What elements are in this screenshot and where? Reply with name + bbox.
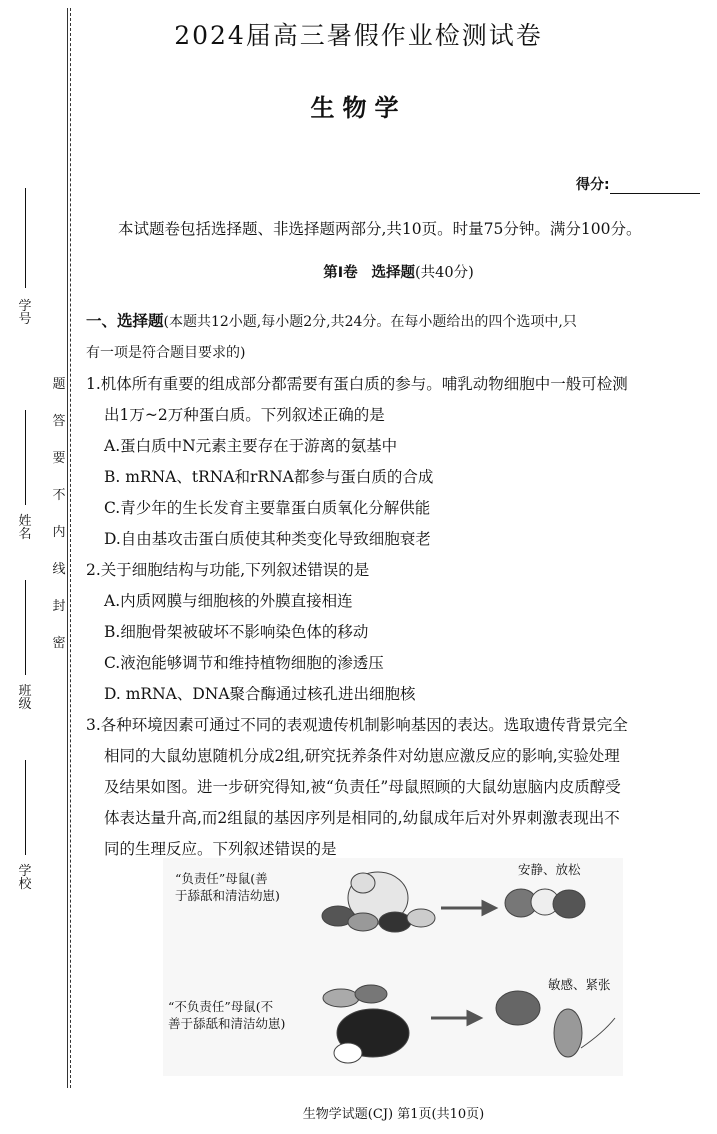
class-field: 班级: [14, 580, 36, 711]
question-1: 1.机体所有重要的组成部分都需要有蛋白质的参与。哺乳动物细胞中一般可检测 出1万~2万种蛋白质。下列叙述正确的是 A.蛋白质中N元素主要存在于游离的氨基中 B. mRNA、tRNA和rRNA都参与蛋白质的合成 C.青少年的生长发育主要靠蛋白质氧化分解供能 D.自由基攻击蛋白质使其种类变化导致细胞衰老: [86, 369, 706, 555]
option-d: D.自由基攻击蛋白质使其种类变化导致细胞衰老: [104, 530, 431, 548]
score-blank: [610, 179, 700, 194]
exam-intro: 本试题卷包括选择题、非选择题两部分,共10页。时量75分钟。满分100分。: [118, 220, 642, 238]
calm-rats-image: [505, 889, 585, 918]
part-heading: 第Ⅰ卷 选择题(共40分): [323, 265, 474, 281]
irresponsible-mother-label: “不负责任”母鼠(不 善于舔舐和清洁幼崽): [168, 999, 286, 1031]
question-3: 3.各种环境因素可通过不同的表观遗传机制影响基因的表达。选取遗传背景完全 相同的大鼠幼崽随机分成2组,研究抚养条件对幼崽应激反应的影响,实验处理 及结果如图。进一步研究得知,被“负责任”母鼠照顾的大鼠幼崽脑内皮质醇受 体表达量升高,而2组鼠的基因序列是相同的,幼鼠成年后对外界刺激表现出不 同的生理反应。下列叙述错误的是: [86, 716, 628, 858]
option-d: D. mRNA、DNA聚合酶通过核孔进出细胞核: [104, 685, 416, 703]
subject-title: 生物学: [310, 94, 407, 122]
score-field: 得分:: [576, 174, 700, 194]
seal-warning: 题 答 要 不 内 线 封 密: [52, 377, 66, 651]
student-id-field: 学号: [14, 188, 36, 326]
option-c: C.液泡能够调节和维持植物细胞的渗透压: [104, 654, 384, 672]
page-footer: 生物学试题(CJ) 第1页(共10页): [302, 1107, 485, 1122]
school-field: 学校: [14, 760, 36, 891]
question-content: 一、选择题(本题共12小题,每小题2分,共24分。在每小题给出的四个选项中,只 有一项是符合题目要求的) 1.机体所有重要的组成部分都需要有蛋白质的参与。哺乳动物细胞中一般可检测 出1万~2万种蛋白质。下列叙述正确的是 A.蛋白质中N元素主要存在于游离的氨基中 B. mRNA、tRNA和rRNA都参与蛋白质的合成 C.青少年的生长发育主要靠蛋白质氧化分解供能 D.自由基攻击蛋白质使其种类变化导致细胞衰老 2.关于细胞结构与功能,下列叙述错误的是 A.内质网膜与细胞核的外膜直接相连 B.细胞骨架被破坏不影响染色体的移动 C.液泡能够调节和维持植物细胞的渗透压 D. mRNA、DNA聚合酶通过核孔进出细胞核 3.各种环境因素可通过不同的表观遗传机制影响基因的表达。选取遗传背景完全 相同的大鼠幼崽随机分成2组,研究抚养条件对幼崽应激反应的影响,实验处理 及结果如图。进一步研究得知,被“负责任”母鼠照顾的大鼠幼崽脑内皮质醇受 体表达量升高,而2组鼠的基因序列是相同的,幼鼠成年后对外界刺激表现出不 同的生理反应。下列叙述错误的是: [86, 306, 706, 865]
seal-line: [70, 8, 71, 1088]
option-b: B.细胞骨架被破坏不影响染色体的移动: [104, 623, 369, 641]
stressed-result-label: 敏感、紧张: [548, 977, 611, 992]
option-a: A.内质网膜与细胞核的外膜直接相连: [104, 592, 353, 610]
calm-result-label: 安静、放松: [518, 862, 581, 877]
exam-title: 2024届高三暑假作业检测试卷: [174, 21, 543, 50]
name-field: 姓名: [14, 410, 36, 541]
responsible-mother-label: “负责任”母鼠(善 于舔舐和清洁幼崽): [175, 871, 280, 903]
option-a: A.蛋白质中N元素主要存在于游离的氨基中: [104, 437, 398, 455]
question-2: 2.关于细胞结构与功能,下列叙述错误的是 A.内质网膜与细胞核的外膜直接相连 B.细胞骨架被破坏不影响染色体的移动 C.液泡能够调节和维持植物细胞的渗透压 D. mRNA、DNA聚合酶通过核孔进出细胞核: [86, 555, 706, 710]
rat-experiment-figure: [163, 858, 623, 1076]
section-heading: 一、选择题(本题共12小题,每小题2分,共24分。在每小题给出的四个选项中,只: [86, 312, 577, 330]
option-c: C.青少年的生长发育主要靠蛋白质氧化分解供能: [104, 499, 431, 517]
option-b: B. mRNA、tRNA和rRNA都参与蛋白质的合成: [104, 468, 434, 486]
